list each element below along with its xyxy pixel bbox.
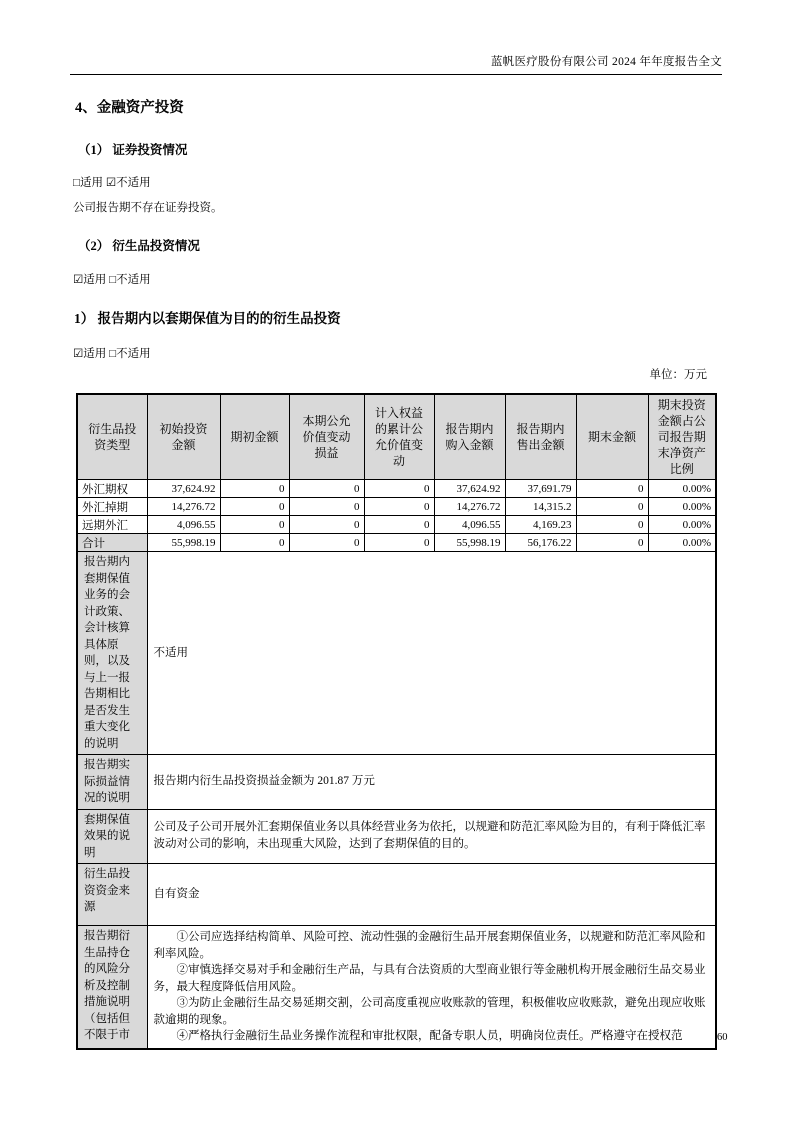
row-content bbox=[147, 809, 716, 864]
risk-item-4: ④严格执行金融衍生品业务操作流程和审批权限，配备专职人员，明确岗位责任。严格遵守在授权范 bbox=[176, 1030, 683, 1042]
cell-value: 56,176.22 bbox=[505, 534, 576, 552]
table-row-funding-source bbox=[77, 864, 716, 926]
cell-value: 4,096.55 bbox=[147, 516, 220, 534]
table-row-accounting-policy-note bbox=[77, 552, 716, 755]
cell-value: 4,096.55 bbox=[434, 516, 505, 534]
cell-value: 37,691.79 bbox=[505, 480, 576, 498]
table-row-fx-option bbox=[77, 480, 716, 498]
subsection-1-heading: 1） 报告期内以套期保值为目的的衍生品投资 bbox=[74, 311, 341, 326]
row-label: 远期外汇 bbox=[77, 516, 147, 534]
col-header-purchased-in-period: 报告期内购入金额 bbox=[434, 394, 505, 480]
cell-value: 0 bbox=[289, 480, 364, 498]
cell-value: 0 bbox=[220, 480, 289, 498]
table-row-hedging-effect-note bbox=[77, 809, 716, 864]
doc-header-title: 蓝帆医疗股份有限公司 2024 年年度报告全文 bbox=[490, 56, 722, 68]
row-label: 套期保值效果的说明 bbox=[77, 809, 147, 864]
cell-value: 0 bbox=[220, 516, 289, 534]
col-header-sold-in-period: 报告期内售出金额 bbox=[505, 394, 576, 480]
cell-value: 55,998.19 bbox=[147, 534, 220, 552]
note-text: 自有资金 bbox=[153, 888, 200, 900]
risk-item-1: ①公司应选择结构简单、风险可控、流动性强的金融衍生品开展套期保值业务，以规避和防范汇率风险和利率风险。 bbox=[153, 931, 706, 960]
row-content bbox=[147, 864, 716, 926]
row-label: 报告期内套期保值业务的会计政策、会计核算具体原则，以及与上一报告期相比是否发生重大变化的说明 bbox=[77, 552, 147, 755]
cell-value: 0 bbox=[289, 516, 364, 534]
risk-item-2: ②审慎选择交易对手和金融衍生产品，与具有合法资质的大型商业银行等金融机构开展金融衍生品交易业务，最大程度降低信用风险。 bbox=[153, 964, 706, 993]
cell-value: 0 bbox=[576, 480, 648, 498]
col-header-initial-investment: 初始投资金额 bbox=[147, 394, 220, 480]
cell-value: 55,998.19 bbox=[434, 534, 505, 552]
note-text: 公司及子公司开展外汇套期保值业务以具体经营业务为依托，以规避和防范汇率风险为目的，有利于降低汇率波动对公司的影响，未出现重大风险，达到了套期保值的目的。 bbox=[153, 821, 706, 851]
cell-value: 0.00% bbox=[648, 480, 716, 498]
cell-value: 0 bbox=[576, 516, 648, 534]
col-header-opening-amount: 期初金额 bbox=[220, 394, 289, 480]
table-row-fx-forward bbox=[77, 516, 716, 534]
cell-value: 0 bbox=[364, 498, 434, 516]
cell-value: 0 bbox=[364, 480, 434, 498]
cell-value: 0 bbox=[364, 534, 434, 552]
section-4-heading: 4、金融资产投资 bbox=[75, 100, 184, 116]
row-label-total: 合计 bbox=[77, 534, 147, 552]
cell-value: 0.00% bbox=[648, 534, 716, 552]
row-content bbox=[147, 552, 716, 755]
unit-label: 单位：万元 bbox=[649, 369, 707, 381]
col-header-fair-value-change: 本期公允价值变动损益 bbox=[289, 394, 364, 480]
section-4-2-applicable-checkboxes: ☑适用 □不适用 bbox=[73, 274, 151, 286]
cell-value: 37,624.92 bbox=[147, 480, 220, 498]
note-text: 不适用 bbox=[153, 646, 188, 659]
section-4-1-applicable-checkboxes: □适用 ☑不适用 bbox=[73, 177, 151, 189]
row-label: 报告期衍生品持仓的风险分析及控制措施说明（包括但不限于市 bbox=[77, 926, 147, 1049]
cell-value: 0 bbox=[220, 498, 289, 516]
table-header-row bbox=[77, 394, 716, 480]
cell-value: 0 bbox=[289, 498, 364, 516]
col-header-derivative-type: 衍生品投资类型 bbox=[77, 394, 147, 480]
cell-value: 4,169.23 bbox=[505, 516, 576, 534]
derivatives-investment-table bbox=[76, 393, 717, 1050]
col-header-net-asset-ratio: 期末投资金额占公司报告期末净资产比例 bbox=[648, 394, 716, 480]
col-header-closing-amount: 期末金额 bbox=[576, 394, 648, 480]
row-label: 衍生品投资资金来源 bbox=[77, 864, 147, 926]
cell-value: 0 bbox=[220, 534, 289, 552]
table-row-risk-analysis bbox=[77, 926, 716, 1049]
section-4-1-note: 公司报告期不存在证券投资。 bbox=[73, 202, 223, 214]
row-label: 报告期实际损益情况的说明 bbox=[77, 755, 147, 810]
row-label: 外汇掉期 bbox=[77, 498, 147, 516]
subsection-1-applicable-checkboxes: ☑适用 □不适用 bbox=[73, 348, 151, 360]
header-rule bbox=[70, 74, 722, 75]
cell-value: 14,276.72 bbox=[434, 498, 505, 516]
cell-value: 0 bbox=[364, 516, 434, 534]
section-4-2-heading: （2） 衍生品投资情况 bbox=[78, 239, 200, 253]
section-4-1-heading: （1） 证券投资情况 bbox=[78, 143, 188, 157]
cell-value: 0 bbox=[576, 534, 648, 552]
col-header-cumulative-fair-value-in-equity: 计入权益的累计公允价值变动 bbox=[364, 394, 434, 480]
cell-value: 0.00% bbox=[648, 516, 716, 534]
risk-item-3: ③为防止金融衍生品交易延期交割，公司高度重视应收账款的管理，积极催收应收账款，避免出现应收账款逾期的现象。 bbox=[153, 997, 706, 1026]
cell-value: 0 bbox=[576, 498, 648, 516]
row-label: 外汇期权 bbox=[77, 480, 147, 498]
table-row-total bbox=[77, 534, 716, 552]
row-content bbox=[147, 926, 716, 1049]
table-row-actual-profit-loss-note bbox=[77, 755, 716, 810]
cell-value: 14,315.2 bbox=[505, 498, 576, 516]
cell-value: 0.00% bbox=[648, 498, 716, 516]
cell-value: 0 bbox=[289, 534, 364, 552]
note-text: 报告期内衍生品投资损益金额为 201.87 万元 bbox=[153, 775, 375, 788]
page-number: 60 bbox=[717, 1032, 728, 1043]
table-row-fx-swap bbox=[77, 498, 716, 516]
cell-value: 37,624.92 bbox=[434, 480, 505, 498]
row-content bbox=[147, 755, 716, 810]
cell-value: 14,276.72 bbox=[147, 498, 220, 516]
